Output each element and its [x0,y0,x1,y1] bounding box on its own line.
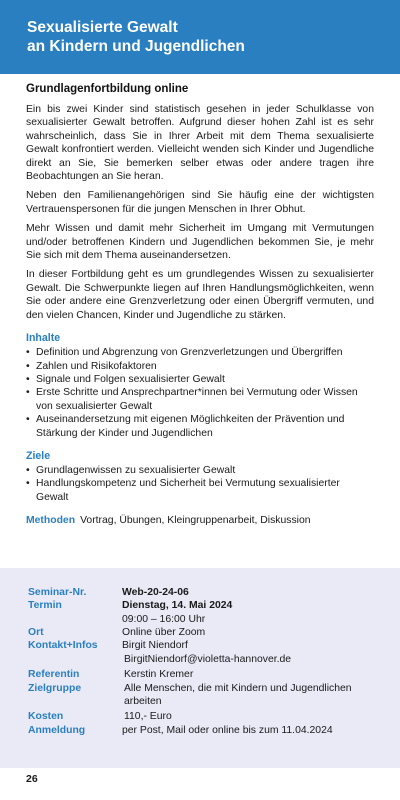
referentin-value: Kerstin Kremer [124,669,194,680]
ziele-list [26,464,374,504]
termin-label: Termin [28,600,62,611]
page-number: 26 [26,773,38,785]
list-item: • Zahlen und Risikofaktoren [26,360,374,373]
kosten-label: Kosten [28,711,64,722]
methoden-text: Vortrag, Übungen, Kleingruppenarbeit, Diskussion [80,515,311,527]
list-item: • Grundlagenwissen zu sexualisierter Gewalt [26,464,374,477]
list-item: • Erste Schritte und Ansprechpartner*innen bei Vermutung oder Wissen von sexualisierter Gewalt [26,386,374,413]
ziele-heading: Ziele [26,449,51,462]
title-line-2: an Kindern und Jugendlichen [27,38,245,55]
info-box [0,568,400,768]
list-item: • Auseinandersetzung mit eigenen Möglichkeiten der Prävention und Stärkung der Kinder und Jugendlichen [26,413,374,440]
anmeldung-label: Anmeldung [28,725,86,736]
page-title [27,18,245,56]
zielgruppe-label: Zielgruppe [28,683,82,694]
kontakt-name: Birgit Niendorf [122,640,188,651]
seminar-value: Web-20-24-06 [122,587,189,598]
termin-time: 09:00 – 16:00 Uhr [122,614,206,625]
paragraph: Mehr Wissen und damit mehr Sicherheit im Umgang mit Vermutungen und/oder betroffenen Kindern und Jugendlichen bekommen Sie, je mehr Sie sich mit dem Thema auseinandersetzen. [26,223,374,262]
title-line-1: Sexualisierte Gewalt [27,19,178,36]
paragraph: Neben den Familienangehörigen sind Sie häufig eine der wichtigsten Vertrauenspersonen für die jungen Menschen in Ihrer Obhut. [26,190,374,215]
paragraph: In dieser Fortbildung geht es um grundlegendes Wissen zu sexualisierter Gewalt. Die Schwerpunkte liegen auf Ihren Handlungsmöglichkeiten, wenn Sie oder andere eine Grenzverletzung oder einen Übergriff vermuten, und den vielen Chancen, Kinder und Jugendliche zu stärken. [26,269,374,321]
methoden-line [26,514,374,527]
termin-date: Dienstag, 14. Mai 2024 [122,600,233,611]
kontakt-email: BirgitNiendorf@violetta-hannover.de [124,654,292,665]
ort-value: Online über Zoom [122,627,206,638]
zielgruppe-line-1: Alle Menschen, die mit Kindern und Jugendlichen [124,683,352,694]
header-banner [0,0,400,74]
inhalte-list [26,346,374,440]
main-content [26,83,374,528]
paragraph: Ein bis zwei Kinder sind statistisch gesehen in jeder Schulklasse von sexualisierter Gewalt betroffen. Aufgrund dieser hohen Zahl ist es sehr wahrscheinlich, dass Sie in Ihrer Arbeit mit dem Thema sexualisierte Gewalt konfrontiert werden. Vielleicht wenden sich Kinder und Jugendliche direkt an Sie, Sie bemerken selber etwas oder andere tragen ihre Beobachtungen an Sie heran. [26,104,374,183]
zielgruppe-line-2: arbeiten [124,696,162,707]
kontakt-label: Kontakt+Infos [28,640,98,651]
list-item: • Definition und Abgrenzung von Grenzverletzungen und Übergriffen [26,346,374,359]
subtitle: Grundlagenfortbildung online [26,83,189,95]
anmeldung-value: per Post, Mail oder online bis zum 11.04.2024 [122,725,333,736]
referentin-label: Referentin [28,669,80,680]
seminar-label: Seminar-Nr. [28,587,87,598]
methoden-label: Methoden [26,515,76,527]
kosten-value: 110,- Euro [124,711,172,722]
inhalte-heading: Inhalte [26,332,61,345]
list-item: • Signale und Folgen sexualisierter Gewalt [26,373,374,386]
list-item: • Handlungskompetenz und Sicherheit bei Vermutung sexualisierter Gewalt [26,477,374,504]
ort-label: Ort [28,627,44,638]
